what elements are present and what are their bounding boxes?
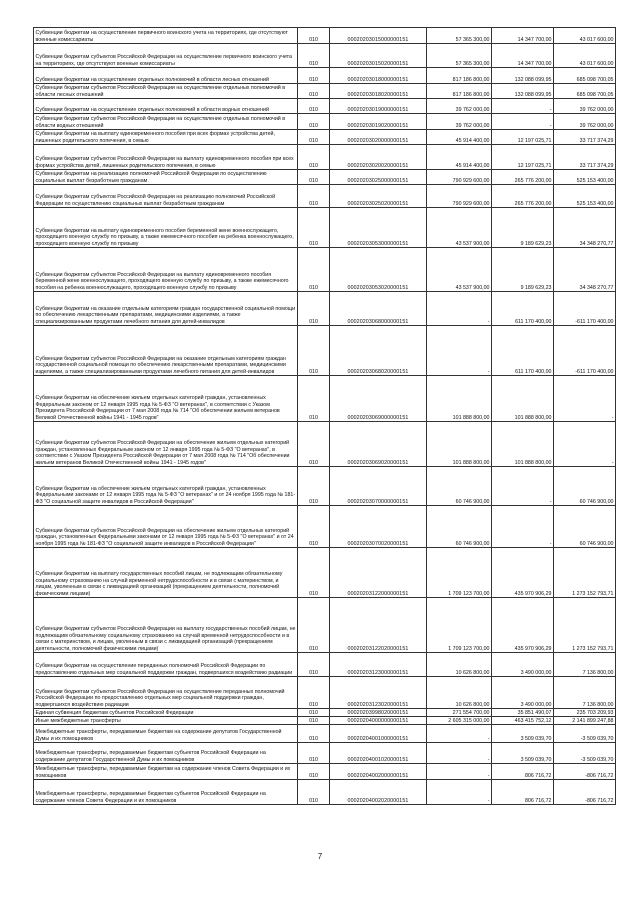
row-name-cell: Субвенции бюджетам субъектов Российской Федерации на выплату единовременного пособия беременной жене военнослужащего, проходящего военную службу по призыву, а также ежемесячного пособия на ребенка военнослужащего, проходящего военную службу по призыву xyxy=(34,248,298,292)
row-name-cell: Субвенции бюджетам на выплату единовременного пособия при всех формах устройства детей, лишенных родительского попечения, в семью xyxy=(34,130,298,145)
row-rest-cell: 235 703 209,93 xyxy=(554,709,616,717)
row-plan-cell: 60 746 900,00 xyxy=(427,506,492,548)
row-name-cell: Субвенции бюджетам на осуществление переданных полномочий Российской Федерации по предоставлению отдельных мер социальной поддержки граждан, подвергшихся воздействию радиации xyxy=(34,653,298,677)
row-name-cell: Субвенции бюджетам на выплату единовременного пособия беременной жене военнослужащего, проходящего военную службу по призыву, а также ежемесячного пособия на ребенка военнослужащего, проходящего военную службу по призыву xyxy=(34,208,298,248)
row-done-cell: - xyxy=(492,114,554,130)
row-done-cell: 12 197 025,71 xyxy=(492,130,554,145)
row-plan-cell: - xyxy=(427,725,492,743)
row-kbk-cell: 00020204001020000151 xyxy=(330,743,427,764)
row-name-cell: Субвенции бюджетам на осуществление отдельных полномочий в области водных отношений xyxy=(34,99,298,114)
row-plan-cell: 101 888 800,00 xyxy=(427,422,492,467)
row-plan-cell: 790 929 600,00 xyxy=(427,170,492,185)
row-kbk-cell: 00020203123020000151 xyxy=(330,677,427,709)
row-name-cell: Единая субвенция бюджетам субъектов Российской Федерации xyxy=(34,709,298,717)
row-kbk-cell: 00020203070000000151 xyxy=(330,467,427,506)
table-row xyxy=(34,292,616,326)
row-done-cell: 463 415 752,12 xyxy=(492,717,554,725)
row-kbk-cell: 00020203068020000151 xyxy=(330,326,427,376)
table-row xyxy=(34,376,616,422)
row-rest-cell: 43 017 600,00 xyxy=(554,44,616,68)
row-name-cell: Межбюджетные трансферты, передаваемые бюджетам субъектов Российской Федерации на содержание депутатов Государственной Думы и их помощников xyxy=(34,743,298,764)
table-row xyxy=(34,326,616,376)
row-code-cell: 010 xyxy=(298,780,330,805)
row-done-cell: 806 716,72 xyxy=(492,780,554,805)
row-kbk-cell: 00020203018020000151 xyxy=(330,84,427,99)
row-code-cell: 010 xyxy=(298,598,330,653)
table-row xyxy=(34,598,616,653)
row-kbk-cell: 00020203998020000151 xyxy=(330,709,427,717)
row-done-cell: 101 888 800,00 xyxy=(492,422,554,467)
row-done-cell: 3 490 000,00 xyxy=(492,677,554,709)
row-kbk-cell: 00020203025000000151 xyxy=(330,170,427,185)
row-code-cell: 010 xyxy=(298,677,330,709)
row-plan-cell: 57 365 300,00 xyxy=(427,28,492,44)
budget-income-table xyxy=(33,27,616,805)
row-name-cell: Субвенции бюджетам субъектов Российской Федерации на выплату государственных пособий лицам, не подлежащим обязательному социальному страхованию на случай временной нетрудоспособности и в связи с материнством, и лицам, уволенным в связи с ликвидацией организаций (прекращением деятельности, полномочий физическими лицами) xyxy=(34,598,298,653)
row-plan-cell: 39 762 000,00 xyxy=(427,114,492,130)
row-done-cell: 132 088 099,95 xyxy=(492,68,554,84)
row-name-cell: Субвенции бюджетам субъектов Российской Федерации на осуществление первичного воинского учета на территориях, где отсутствуют военные комиссариаты xyxy=(34,44,298,68)
table-row xyxy=(34,506,616,548)
table-row xyxy=(34,84,616,99)
row-kbk-cell: 00020204001000000151 xyxy=(330,725,427,743)
row-plan-cell: 10 626 800,00 xyxy=(427,653,492,677)
row-rest-cell: 2 141 899 247,88 xyxy=(554,717,616,725)
row-kbk-cell: 00020203020020000151 xyxy=(330,145,427,170)
table-row xyxy=(34,130,616,145)
row-kbk-cell: 00020204000000000151 xyxy=(330,717,427,725)
table-row xyxy=(34,145,616,170)
row-plan-cell: 45 914 400,00 xyxy=(427,130,492,145)
row-plan-cell: 1 709 123 700,00 xyxy=(427,598,492,653)
row-code-cell: 010 xyxy=(298,725,330,743)
row-kbk-cell: 00020203025020000151 xyxy=(330,185,427,208)
row-done-cell: 12 197 025,71 xyxy=(492,145,554,170)
row-rest-cell: 525 153 400,00 xyxy=(554,170,616,185)
row-rest-cell: 34 348 270,77 xyxy=(554,248,616,292)
row-rest-cell: 1 273 152 793,71 xyxy=(554,598,616,653)
row-name-cell: Межбюджетные трансферты, передаваемые бюджетам на содержание депутатов Государственной Думы и их помощников xyxy=(34,725,298,743)
row-code-cell: 010 xyxy=(298,68,330,84)
row-rest-cell: 43 017 600,00 xyxy=(554,28,616,44)
row-code-cell: 010 xyxy=(298,28,330,44)
row-done-cell: 611 170 400,00 xyxy=(492,326,554,376)
row-code-cell: 010 xyxy=(298,376,330,422)
row-done-cell: 265 776 200,00 xyxy=(492,185,554,208)
row-plan-cell: - xyxy=(427,326,492,376)
row-name-cell: Субвенции бюджетам на обеспечение жильем отдельных категорий граждан, установленных Федеральными законами от 12 января 1995 года № 5-ФЗ "О ветеранах" и от 24 ноября 1995 года № 181-ФЗ "О социальной защите инвалидов в Российской Федерации" xyxy=(34,467,298,506)
row-name-cell: Субвенции бюджетам на оказание отдельным категориям граждан государственной социальной помощи по обеспечению лекарственными препаратами, медицинскими изделиями, а также специализированными продуктами лечебного питания для детей-инвалидов xyxy=(34,292,298,326)
row-name-cell: Субвенции бюджетам субъектов Российской Федерации на обеспечение жильем отдельных категорий граждан, установленных Федеральными законами от 12 января 1995 года № 5-ФЗ "О ветеранах" и от 24 ноября 1995 года № 181-ФЗ "О социальной защите инвалидов в Российской Федерации" xyxy=(34,506,298,548)
row-name-cell: Иные межбюджетные трансферты xyxy=(34,717,298,725)
row-kbk-cell: 00020203053020000151 xyxy=(330,248,427,292)
row-rest-cell: 1 273 152 793,71 xyxy=(554,548,616,598)
row-name-cell: Субвенции бюджетам на обеспечение жильем отдельных категорий граждан, установленных Федеральным законом от 12 января 1995 года № 5-ФЗ "О ветеранах", в соответствии с Указом Президента Российской Федерации от 7 мая 2008 года № 714 "Об обеспечении жильем ветеранов Великой Отечественной войны 1941 - 1945 годов" xyxy=(34,376,298,422)
row-name-cell: Субвенции бюджетам субъектов Российской Федерации на выплату единовременного пособия при всех формах устройства детей, лишенных родительского попечения, в семью xyxy=(34,145,298,170)
row-name-cell: Субвенции бюджетам субъектов Российской Федерации на осуществление отдельных полномочий в области лесных отношений xyxy=(34,84,298,99)
row-name-cell: Субвенции бюджетам субъектов Российской Федерации на обеспечение жильем отдельных категорий граждан, установленных Федеральным законом от 12 января 1995 года № 5-ФЗ "О ветеранах", в соответствии с Указом Президента Российской Федерации от 7 мая 2008 года № 714 "Об обеспечении жильем ветеранов Великой Отечественной войны 1941 - 1945 годов" xyxy=(34,422,298,467)
row-kbk-cell: 00020203015020000151 xyxy=(330,44,427,68)
row-name-cell: Субвенции бюджетам на осуществление отдельных полномочий в области лесных отношений xyxy=(34,68,298,84)
table-row xyxy=(34,780,616,805)
row-rest-cell: - xyxy=(554,376,616,422)
row-done-cell: 3 509 039,70 xyxy=(492,725,554,743)
row-code-cell: 010 xyxy=(298,548,330,598)
table-row xyxy=(34,422,616,467)
row-rest-cell: 39 762 000,00 xyxy=(554,114,616,130)
row-done-cell: 132 088 099,95 xyxy=(492,84,554,99)
row-code-cell: 010 xyxy=(298,145,330,170)
row-kbk-cell: 00020203068000000151 xyxy=(330,292,427,326)
row-plan-cell: 271 554 700,00 xyxy=(427,709,492,717)
row-rest-cell: - xyxy=(554,422,616,467)
row-plan-cell: 10 626 800,00 xyxy=(427,677,492,709)
row-done-cell: 101 888 800,00 xyxy=(492,376,554,422)
table-body xyxy=(34,28,616,805)
table-row xyxy=(34,208,616,248)
row-done-cell: 9 189 629,23 xyxy=(492,248,554,292)
row-rest-cell: 60 746 900,00 xyxy=(554,467,616,506)
row-rest-cell: -3 509 039,70 xyxy=(554,725,616,743)
row-plan-cell: - xyxy=(427,780,492,805)
row-done-cell: - xyxy=(492,99,554,114)
row-done-cell: 14 347 700,00 xyxy=(492,28,554,44)
row-plan-cell: 43 537 900,00 xyxy=(427,248,492,292)
table-row xyxy=(34,677,616,709)
row-code-cell: 010 xyxy=(298,506,330,548)
row-code-cell: 010 xyxy=(298,743,330,764)
row-done-cell: 9 189 629,23 xyxy=(492,208,554,248)
row-kbk-cell: 00020203069000000151 xyxy=(330,376,427,422)
row-plan-cell: 2 605 315 000,00 xyxy=(427,717,492,725)
row-plan-cell: 39 762 000,00 xyxy=(427,99,492,114)
table-row xyxy=(34,44,616,68)
row-code-cell: 010 xyxy=(298,653,330,677)
row-code-cell: 010 xyxy=(298,44,330,68)
row-rest-cell: 33 717 374,29 xyxy=(554,130,616,145)
row-rest-cell: 34 348 270,77 xyxy=(554,208,616,248)
table-row xyxy=(34,764,616,780)
row-done-cell: 3 509 039,70 xyxy=(492,743,554,764)
row-code-cell: 010 xyxy=(298,185,330,208)
row-code-cell: 010 xyxy=(298,84,330,99)
table-row xyxy=(34,28,616,44)
row-kbk-cell: 00020203123000000151 xyxy=(330,653,427,677)
row-kbk-cell: 00020203020000000151 xyxy=(330,130,427,145)
row-done-cell: 806 716,72 xyxy=(492,764,554,780)
row-done-cell: 35 851 490,07 xyxy=(492,709,554,717)
row-plan-cell: 45 914 400,00 xyxy=(427,145,492,170)
row-plan-cell: 1 709 123 700,00 xyxy=(427,548,492,598)
row-kbk-cell: 00020204002000000151 xyxy=(330,764,427,780)
table-row xyxy=(34,248,616,292)
table-row xyxy=(34,743,616,764)
row-code-cell: 010 xyxy=(298,130,330,145)
row-rest-cell: -806 716,72 xyxy=(554,764,616,780)
row-kbk-cell: 00020203069020000151 xyxy=(330,422,427,467)
page-number: 7 xyxy=(317,852,323,861)
row-name-cell: Субвенции бюджетам субъектов Российской Федерации на оказание отдельным категориям граждан государственной социальной помощи по обеспечению лекарственными препаратами, медицинскими изделиями, а также специализированными продуктами лечебного питания для детей-инвалидов xyxy=(34,326,298,376)
row-done-cell: - xyxy=(492,467,554,506)
table-row xyxy=(34,467,616,506)
row-rest-cell: 7 136 800,00 xyxy=(554,653,616,677)
row-plan-cell: - xyxy=(427,764,492,780)
row-rest-cell: 7 136 800,00 xyxy=(554,677,616,709)
row-rest-cell: 685 098 700,05 xyxy=(554,84,616,99)
row-rest-cell: 685 098 700,05 xyxy=(554,68,616,84)
row-done-cell: - xyxy=(492,506,554,548)
row-plan-cell: 817 186 800,00 xyxy=(427,68,492,84)
row-code-cell: 010 xyxy=(298,114,330,130)
row-plan-cell: 57 365 300,00 xyxy=(427,44,492,68)
row-kbk-cell: 00020203015000000151 xyxy=(330,28,427,44)
row-rest-cell: -3 509 039,70 xyxy=(554,743,616,764)
row-name-cell: Субвенции бюджетам субъектов Российской Федерации на осуществление отдельных полномочий в области водных отношений xyxy=(34,114,298,130)
row-code-cell: 010 xyxy=(298,99,330,114)
table-row xyxy=(34,99,616,114)
row-kbk-cell: 00020203122020000151 xyxy=(330,598,427,653)
row-plan-cell: 101 888 800,00 xyxy=(427,376,492,422)
row-plan-cell: 43 537 900,00 xyxy=(427,208,492,248)
table-row xyxy=(34,548,616,598)
row-rest-cell: 39 762 000,00 xyxy=(554,99,616,114)
table-row xyxy=(34,709,616,717)
row-kbk-cell: 00020204002020000151 xyxy=(330,780,427,805)
row-rest-cell: 33 717 374,29 xyxy=(554,145,616,170)
table-row xyxy=(34,170,616,185)
table-row xyxy=(34,717,616,725)
row-code-cell: 010 xyxy=(298,709,330,717)
table-row xyxy=(34,68,616,84)
row-code-cell: 010 xyxy=(298,292,330,326)
table-row xyxy=(34,185,616,208)
row-plan-cell: 60 746 900,00 xyxy=(427,467,492,506)
row-name-cell: Субвенции бюджетам на выплату государственных пособий лицам, не подлежащим обязательному социальному страхованию на случай временной нетрудоспособности и в связи с материнством, и лицам, уволенным в связи с ликвидацией организаций (прекращением деятельности, полномочий физическими лицами) xyxy=(34,548,298,598)
row-plan-cell: 817 186 800,00 xyxy=(427,84,492,99)
row-done-cell: 265 776 200,00 xyxy=(492,170,554,185)
row-name-cell: Субвенции бюджетам субъектов Российской Федерации на осуществление переданных полномочий Российской Федерации по предоставлению отдельных мер социальной поддержки граждан, подвергшихся воздействию радиации xyxy=(34,677,298,709)
row-code-cell: 010 xyxy=(298,764,330,780)
row-done-cell: 435 970 906,29 xyxy=(492,548,554,598)
row-name-cell: Субвенции бюджетам на осуществление первичного воинского учета на территориях, где отсутствуют военные комиссариаты xyxy=(34,28,298,44)
row-code-cell: 010 xyxy=(298,422,330,467)
row-done-cell: 3 490 000,00 xyxy=(492,653,554,677)
row-kbk-cell: 00020203122000000151 xyxy=(330,548,427,598)
row-plan-cell: - xyxy=(427,292,492,326)
row-name-cell: Межбюджетные трансферты, передаваемые бюджетам субъектов Российской Федерации на содержание членов Совета Федерации и их помощников xyxy=(34,780,298,805)
row-done-cell: 14 347 700,00 xyxy=(492,44,554,68)
row-plan-cell: 790 929 600,00 xyxy=(427,185,492,208)
row-code-cell: 010 xyxy=(298,467,330,506)
row-kbk-cell: 00020203019000000151 xyxy=(330,99,427,114)
row-name-cell: Субвенции бюджетам субъектов Российской Федерации на реализацию полномочий Российской Федерации по осуществлению социальных выплат безработным гражданам xyxy=(34,185,298,208)
table-row xyxy=(34,653,616,677)
row-kbk-cell: 00020203019020000151 xyxy=(330,114,427,130)
table-row xyxy=(34,114,616,130)
row-name-cell: Межбюджетные трансферты, передаваемые бюджетам на содержание членов Совета Федерации и их помощников xyxy=(34,764,298,780)
row-done-cell: 611 170 400,00 xyxy=(492,292,554,326)
row-code-cell: 010 xyxy=(298,326,330,376)
row-kbk-cell: 00020203018000000151 xyxy=(330,68,427,84)
row-kbk-cell: 00020203053000000151 xyxy=(330,208,427,248)
row-name-cell: Субвенции бюджетам на реализацию полномочий Российской Федерации по осуществлению социальных выплат безработным гражданам xyxy=(34,170,298,185)
row-code-cell: 010 xyxy=(298,208,330,248)
row-rest-cell: 525 153 400,00 xyxy=(554,185,616,208)
row-code-cell: 010 xyxy=(298,248,330,292)
table-row xyxy=(34,725,616,743)
row-rest-cell: -611 170 400,00 xyxy=(554,326,616,376)
row-code-cell: 010 xyxy=(298,170,330,185)
row-done-cell: 435 970 906,29 xyxy=(492,598,554,653)
row-rest-cell: -611 170 400,00 xyxy=(554,292,616,326)
row-kbk-cell: 00020203070020000151 xyxy=(330,506,427,548)
row-rest-cell: 60 746 900,00 xyxy=(554,506,616,548)
row-rest-cell: -806 716,72 xyxy=(554,780,616,805)
row-plan-cell: - xyxy=(427,743,492,764)
row-code-cell: 010 xyxy=(298,717,330,725)
